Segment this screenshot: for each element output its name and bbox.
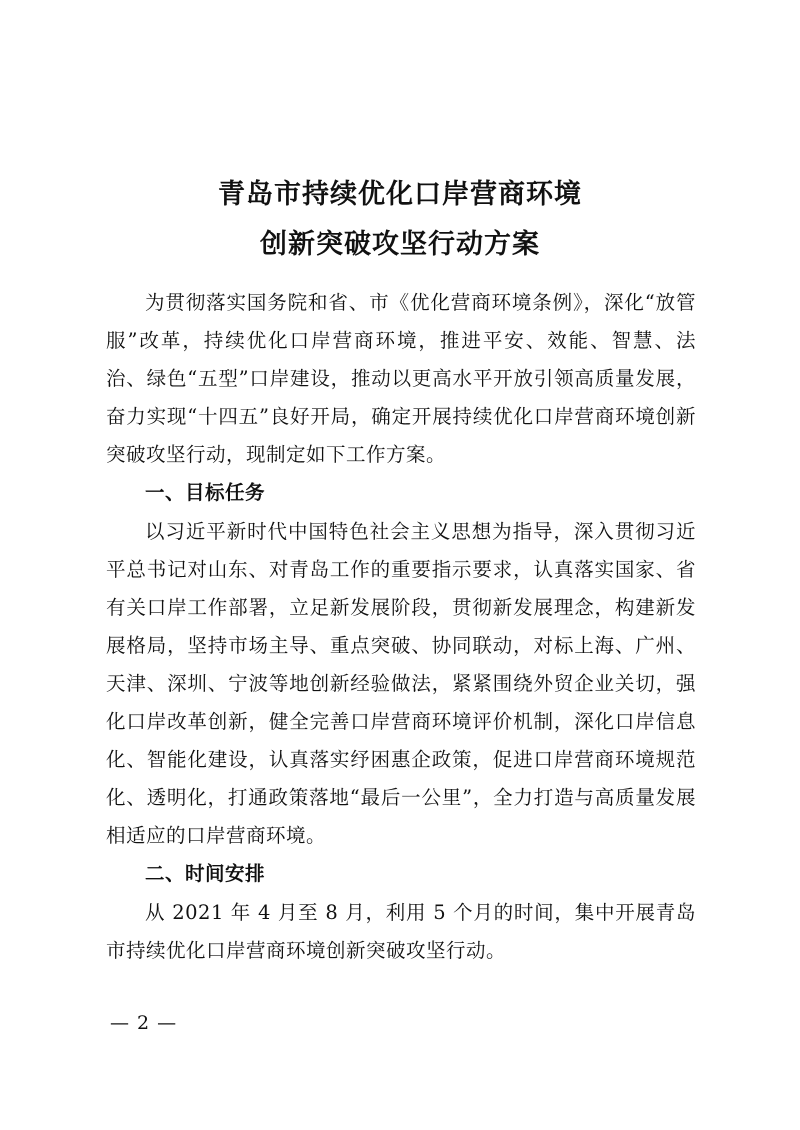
intro-paragraph: 为贯彻落实国务院和省、市《优化营商环境条例》，深化“放管服”改革，持续优化口岸营商环境，推进平安、效能、智慧、法治、绿色“五型”口岸建设，推动以更高水平开放引领高质量发展，奋力实现“十四五”良好开局，确定开展持续优化口岸营商环境创新突破攻坚行动，现制定如下工作方案。 bbox=[106, 291, 696, 467]
section-1-heading: 一、目标任务 bbox=[145, 481, 266, 505]
page-number: — 2 — bbox=[110, 1012, 178, 1034]
section-2-paragraph: 从 2021 年 4 月至 8 月，利用 5 个月的时间，集中开展青岛市持续优化口岸营商环境创新突破攻坚行动。 bbox=[106, 900, 696, 962]
document-title-line-1: 青岛市持续优化口岸营商环境 bbox=[218, 179, 582, 210]
section-1-paragraph: 以习近平新时代中国特色社会主义思想为指导，深入贯彻习近平总书记对山东、对青岛工作的重要指示要求，认真落实国家、省有关口岸工作部署，立足新发展阶段，贯彻新发展理念，构建新发展格局，坚持市场主导、重点突破、协同联动，对标上海、广州、天津、深圳、宁波等地创新经验做法，紧紧围绕外贸企业关切，强化口岸改革创新，健全完善口岸营商环境评价机制，深化口岸信息化、智能化建设，认真落实纾困惠企政策，促进口岸营商环境规范化、透明化，打通政策落地“最后一公里”，全力打造与高质量发展相适应的口岸营商环境。 bbox=[106, 519, 696, 848]
document-title-line-2: 创新突破攻坚行动方案 bbox=[260, 229, 540, 260]
document-body bbox=[106, 284, 696, 970]
section-2-heading: 二、时间安排 bbox=[145, 862, 266, 886]
